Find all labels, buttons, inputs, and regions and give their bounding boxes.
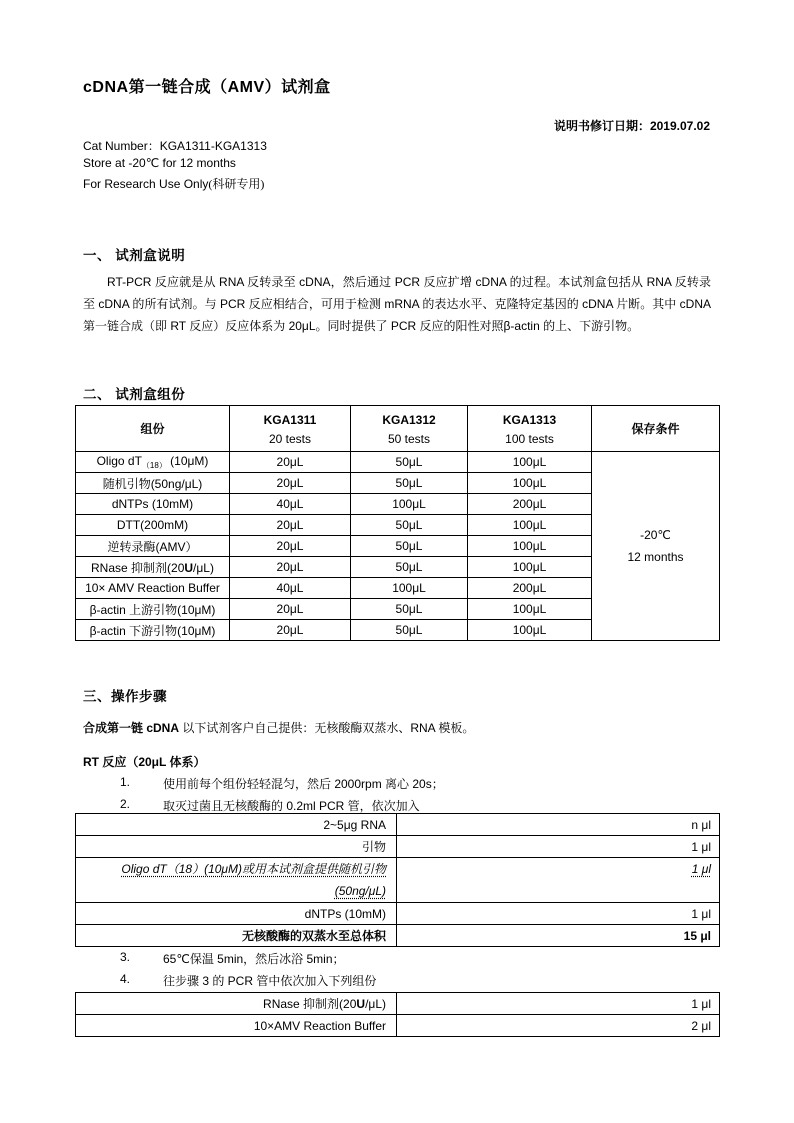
header-kga1312: KGA1312 50 tests: [351, 406, 468, 452]
volume-kga1313: 100μL: [468, 452, 592, 473]
volume-kga1311: 20μL: [230, 515, 351, 536]
header-component: 组份: [76, 406, 230, 452]
header-storage: 保存条件: [592, 406, 720, 452]
rt-reaction-subheading: RT 反应（20μL 体系）: [83, 755, 206, 769]
components-table: [75, 405, 720, 641]
research-use-en: For Research Use Only: [83, 177, 209, 191]
intro-rest-text: 以下试剂客户自己提供：无核酸酶双蒸水、RNA 模板。: [179, 721, 475, 735]
volume-kga1312: 100μL: [351, 578, 468, 599]
reagent-volume: 2 μl: [397, 1015, 720, 1037]
step-text: 65℃保温 5min，然后冰浴 5min；: [163, 952, 345, 966]
step-number: 4.: [120, 972, 131, 986]
additional-components-table: [75, 992, 720, 1037]
volume-kga1311: 20μL: [230, 599, 351, 620]
volume-kga1313: 100μL: [468, 536, 592, 557]
step-number: 2.: [120, 797, 131, 811]
component-name: DTT(200mM): [76, 515, 230, 536]
components-table-header-row: [76, 406, 720, 452]
component-name: dNTPs (10mM): [76, 494, 230, 515]
reagent-label: Oligo dT（18）(10μM)或用本试剂盒提供随机引物 (50ng/μL): [76, 858, 397, 903]
research-use-line: [83, 175, 264, 192]
rt-table-row: [76, 814, 720, 836]
revision-date-line: 说明书修订日期：2019.07.02: [553, 119, 710, 133]
volume-kga1311: 20μL: [230, 473, 351, 494]
section-2-heading: 二、 试剂盒组份: [83, 387, 186, 402]
component-name: RNase 抑制剂(20U/μL): [76, 557, 230, 578]
component-name: 随机引物(50ng/μL): [76, 473, 230, 494]
add-table-row: [76, 1015, 720, 1037]
volume-kga1312: 50μL: [351, 536, 468, 557]
rt-table-row-oligo: [76, 858, 720, 903]
rt-table-row: [76, 903, 720, 925]
component-name: β-actin 下游引物(10μM): [76, 620, 230, 641]
step-item-3: [120, 950, 345, 967]
volume-kga1311: 20μL: [230, 452, 351, 473]
rt-table-row: [76, 836, 720, 858]
volume-kga1313: 200μL: [468, 494, 592, 515]
component-name: 10× AMV Reaction Buffer: [76, 578, 230, 599]
reagent-label: dNTPs (10mM): [76, 903, 397, 925]
volume-kga1313: 100μL: [468, 620, 592, 641]
volume-kga1313: 100μL: [468, 557, 592, 578]
reagent-volume: 15 μl: [397, 925, 720, 947]
header-kga1311: KGA1311 20 tests: [230, 406, 351, 452]
volume-kga1312: 50μL: [351, 515, 468, 536]
section-1-heading: 一、 试剂盒说明: [83, 248, 186, 263]
research-use-cn: (科研专用): [208, 177, 265, 191]
volume-kga1313: 200μL: [468, 578, 592, 599]
kit-description-paragraph: RT-PCR 反应就是从 RNA 反转录至 cDNA，然后通过 PCR 反应扩增 cDNA 的过程。本试剂盒包括从 RNA 反转录至 cDNA 的所有试剂。与 PCR 反应相结合，可用于检测 mRNA 的表达水平、克隆特定基因的 cDNA 片断。其中 cDNA 第一链合成（即 RT 反应）反应体系为 20μL。同时提供了 PCR 反应的阳性对照β-actin 的上、下游引物。: [83, 275, 711, 333]
add-table-row: [76, 993, 720, 1015]
volume-kga1311: 20μL: [230, 557, 351, 578]
reagent-label: 引物: [76, 836, 397, 858]
step-number: 1.: [120, 775, 131, 789]
document-title: cDNA第一链合成（AMV）试剂盒: [83, 79, 331, 96]
step-item-1: [120, 775, 444, 792]
section-3-heading: 三、操作步骤: [83, 689, 167, 704]
step-text: 取灭过菌且无核酸酶的 0.2ml PCR 管，依次加入: [163, 799, 420, 813]
volume-kga1311: 20μL: [230, 536, 351, 557]
step-text: 往步骤 3 的 PCR 管中依次加入下列组份: [163, 974, 377, 988]
intro-bold-label: 合成第一链 cDNA: [83, 721, 180, 735]
reagent-volume: 1 μl: [397, 858, 720, 903]
volume-kga1312: 50μL: [351, 452, 468, 473]
volume-kga1313: 100μL: [468, 599, 592, 620]
component-name: β-actin 上游引物(10μM): [76, 599, 230, 620]
volume-kga1311: 40μL: [230, 578, 351, 599]
reagent-label: 10×AMV Reaction Buffer: [76, 1015, 397, 1037]
cat-number-line: Cat Number：KGA1311-KGA1313: [83, 139, 267, 153]
reagent-volume: 1 μl: [397, 903, 720, 925]
step-number: 3.: [120, 950, 131, 964]
component-row: [76, 452, 720, 473]
step-text: 使用前每个组份轻轻混匀，然后 2000rpm 离心 20s；: [163, 777, 444, 791]
synthesis-intro-line: [83, 719, 474, 736]
reagent-volume: 1 μl: [397, 836, 720, 858]
volume-kga1312: 100μL: [351, 494, 468, 515]
reagent-label: 无核酸酶的双蒸水至总体积: [76, 925, 397, 947]
reagent-volume: n μl: [397, 814, 720, 836]
volume-kga1312: 50μL: [351, 557, 468, 578]
volume-kga1312: 50μL: [351, 473, 468, 494]
volume-kga1313: 100μL: [468, 515, 592, 536]
rt-reaction-table: [75, 813, 720, 947]
volume-kga1311: 20μL: [230, 620, 351, 641]
volume-kga1312: 50μL: [351, 620, 468, 641]
volume-kga1311: 40μL: [230, 494, 351, 515]
reagent-label: RNase 抑制剂(20U/μL): [76, 993, 397, 1015]
storage-cell: -20℃ 12 months: [592, 452, 720, 641]
step-item-2: [120, 797, 420, 814]
storage-condition-line: Store at -20℃ for 12 months: [83, 156, 236, 170]
component-name: 逆转录酶(AMV）: [76, 536, 230, 557]
header-kga1313: KGA1313 100 tests: [468, 406, 592, 452]
volume-kga1313: 100μL: [468, 473, 592, 494]
reagent-label: 2~5μg RNA: [76, 814, 397, 836]
reagent-volume: 1 μl: [397, 993, 720, 1015]
component-name: Oligo $dT_{(18)}$ (10μM): [76, 452, 230, 473]
step-item-4: [120, 972, 376, 989]
volume-kga1312: 50μL: [351, 599, 468, 620]
rt-table-row-total: [76, 925, 720, 947]
